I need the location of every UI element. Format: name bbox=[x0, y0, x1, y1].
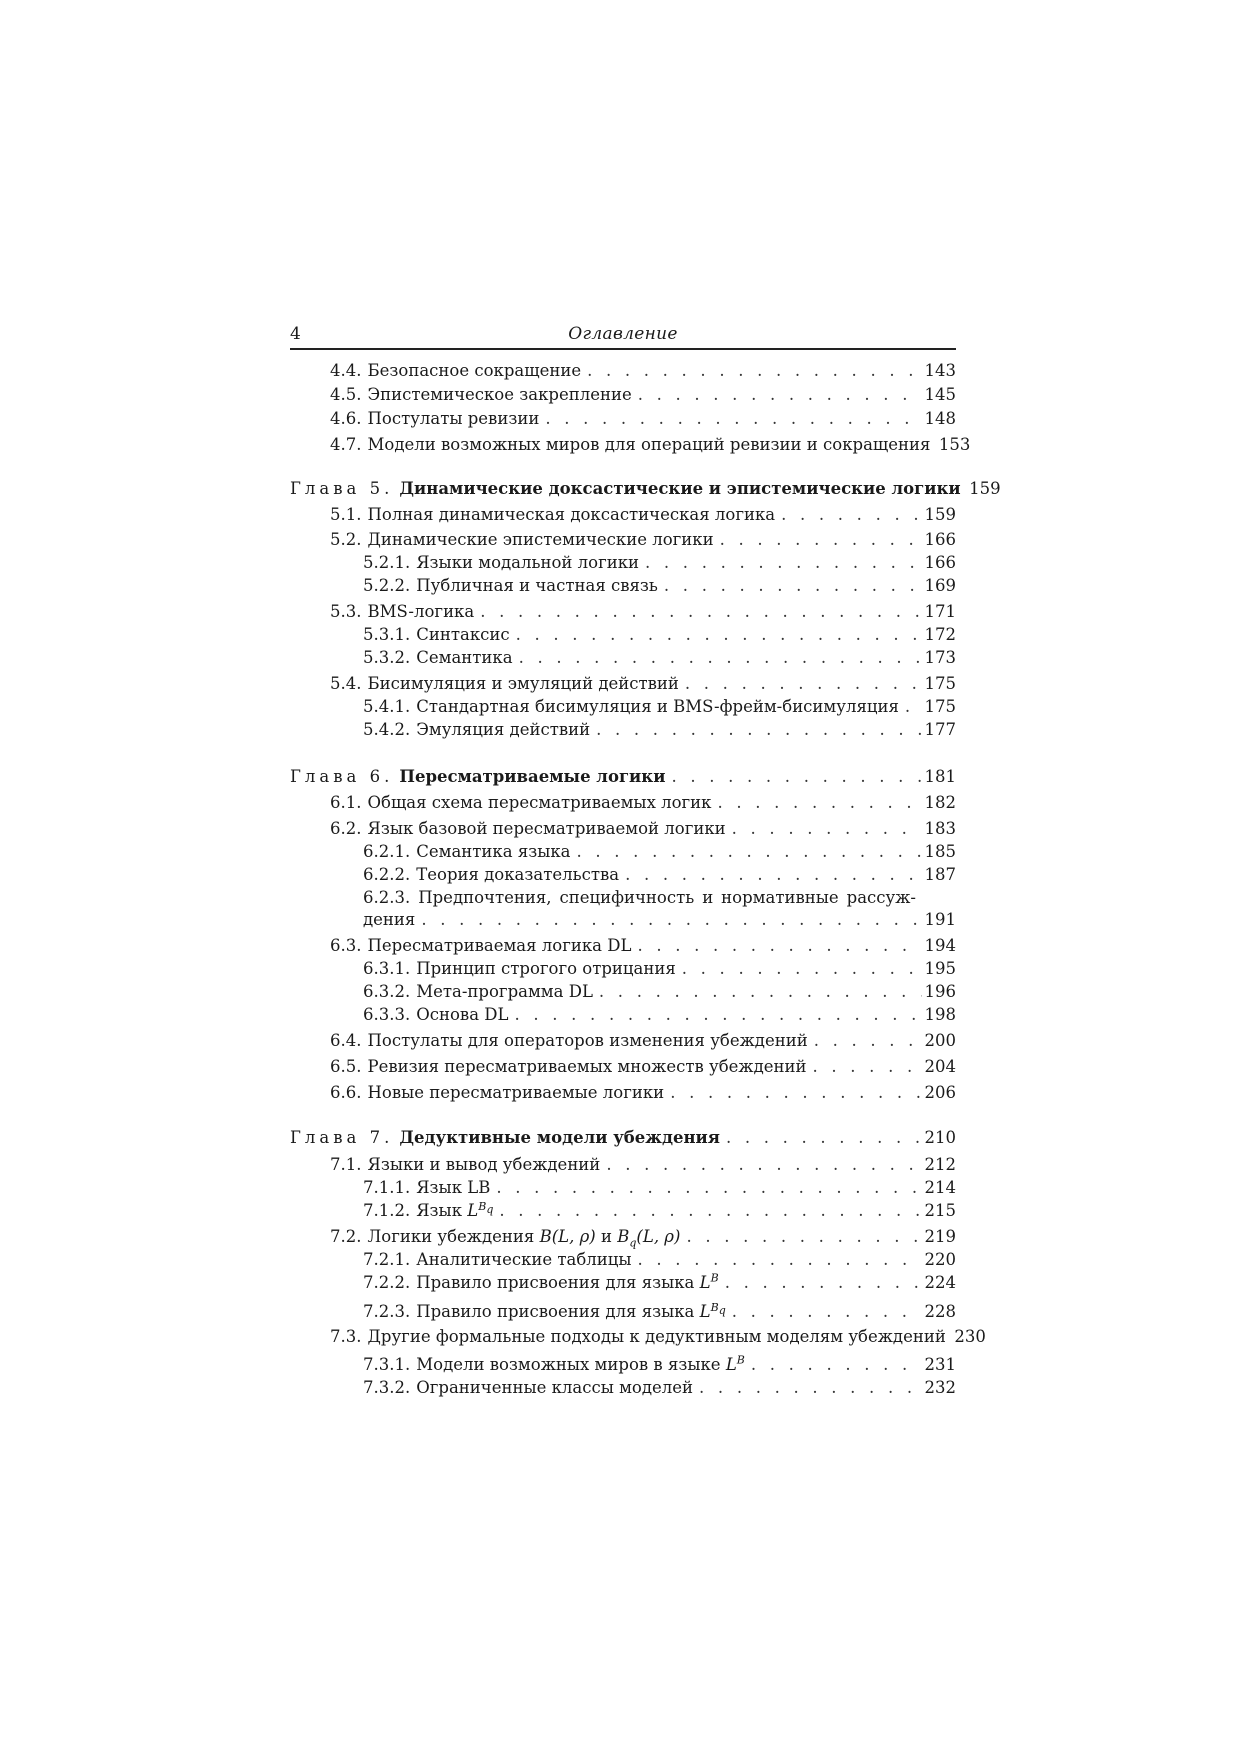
toc-page: 224 bbox=[924, 1273, 956, 1292]
leader-dots bbox=[671, 766, 922, 788]
toc-chapter-7[interactable]: Глава 7. Дедуктивные модели убеждения . . . 210 bbox=[290, 1127, 956, 1149]
toc-page: 196 bbox=[924, 982, 956, 1001]
leader-dots bbox=[606, 1154, 922, 1176]
toc-entry-7-2-1[interactable]: 7.2.1. Аналитические таблицы . . . 220 bbox=[290, 1249, 956, 1271]
toc-page: 175 bbox=[924, 697, 956, 716]
leader-dots bbox=[596, 719, 922, 741]
toc-entry-6-3-2[interactable]: 6.3.2. Мета-программа DL . . . 196 bbox=[290, 981, 956, 1003]
leader-dots bbox=[638, 384, 922, 406]
toc-entry-5-2-1[interactable]: 5.2.1. Языки модальной логики . . . 166 bbox=[290, 552, 956, 574]
toc-page: 185 bbox=[924, 842, 956, 861]
toc-entry-6-4[interactable]: 6.4. Постулаты для операторов изменения убеждений . . . 200 bbox=[290, 1030, 956, 1052]
toc-entry-6-1[interactable]: 6.1. Общая схема пересматриваемых логик . . . 182 bbox=[290, 792, 956, 814]
toc-page: 187 bbox=[924, 865, 956, 884]
toc-entry-4-4[interactable]: 4.4. Безопасное сокращение . . . 143 bbox=[290, 360, 956, 382]
leader-dots bbox=[587, 360, 922, 382]
toc-entry-7-1[interactable]: 7.1. Языки и вывод убеждений . . . 212 bbox=[290, 1154, 956, 1176]
toc-entry-7-3[interactable]: 7.3. Другие формальные подходы к дедуктивным моделям убеждений 230 bbox=[330, 1327, 986, 1346]
toc-page: 212 bbox=[924, 1155, 956, 1174]
leader-dots bbox=[905, 696, 922, 718]
leader-dots bbox=[499, 1200, 922, 1222]
toc-entry-5-2[interactable]: 5.2. Динамические эпистемические логики . . . 166 bbox=[290, 529, 956, 551]
toc-entry-7-3-1[interactable]: 7.3.1. Модели возможных миров в языке $L^B$ . . . 231 bbox=[290, 1354, 956, 1376]
toc-page: 173 bbox=[924, 648, 956, 667]
leader-dots bbox=[664, 575, 922, 597]
leader-dots bbox=[725, 1272, 922, 1294]
toc-page: 195 bbox=[924, 959, 956, 978]
leader-dots bbox=[718, 792, 923, 814]
toc-entry-6-2-3[interactable]: дения . . . 191 bbox=[290, 909, 956, 931]
leader-dots bbox=[685, 673, 922, 695]
toc-page: 232 bbox=[924, 1378, 956, 1397]
leader-dots bbox=[421, 909, 922, 931]
page-number: 4 bbox=[290, 324, 301, 344]
running-title: Оглавление bbox=[568, 324, 678, 344]
toc-page: 200 bbox=[924, 1031, 956, 1050]
leader-dots bbox=[781, 504, 922, 526]
leader-dots bbox=[637, 935, 922, 957]
toc-page: 159 bbox=[969, 479, 1001, 498]
toc-page: 228 bbox=[924, 1302, 956, 1321]
toc-entry-5-1[interactable]: 5.1. Полная динамическая доксастическая логика . . . 159 bbox=[290, 504, 956, 526]
toc-page: 230 bbox=[954, 1327, 986, 1346]
toc-entry-4-7[interactable]: 4.7. Модели возможных миров для операций ревизии и сокращения 153 bbox=[330, 435, 971, 454]
toc-page: 210 bbox=[924, 1128, 956, 1147]
leader-dots bbox=[682, 958, 922, 980]
toc-page: 206 bbox=[924, 1083, 956, 1102]
toc-entry-5-4[interactable]: 5.4. Бисимуляция и эмуляций действий . . . 175 bbox=[290, 673, 956, 695]
toc-page: 182 bbox=[924, 793, 956, 812]
toc-page: 220 bbox=[924, 1250, 956, 1269]
leader-dots bbox=[732, 1301, 922, 1323]
toc-page: 194 bbox=[924, 936, 956, 955]
leader-dots bbox=[496, 1177, 922, 1199]
toc-page: 177 bbox=[924, 720, 956, 739]
toc-page: 166 bbox=[924, 553, 956, 572]
toc-chapter-6[interactable]: Глава 6. Пересматриваемые логики . . . 181 bbox=[290, 766, 956, 788]
leader-dots bbox=[515, 1004, 923, 1026]
leader-dots bbox=[516, 624, 922, 646]
toc-entry-5-4-1[interactable]: 5.4.1. Стандартная бисимуляция и BMS-фрейм-бисимуляция . . . 175 bbox=[290, 696, 956, 718]
toc-entry-6-2-2[interactable]: 6.2.2. Теория доказательства . . . 187 bbox=[290, 864, 956, 886]
toc-page: 183 bbox=[924, 819, 956, 838]
toc-page: 153 bbox=[938, 435, 971, 454]
toc-page: 231 bbox=[924, 1355, 956, 1374]
toc-entry-7-3-2[interactable]: 7.3.2. Ограниченные классы моделей . . . 232 bbox=[290, 1377, 956, 1399]
toc-entry-6-3-1[interactable]: 6.3.1. Принцип строгого отрицания . . . 195 bbox=[290, 958, 956, 980]
toc-page: 172 bbox=[924, 625, 956, 644]
leader-dots bbox=[699, 1377, 922, 1399]
leader-dots bbox=[726, 1127, 922, 1149]
leader-dots bbox=[645, 552, 922, 574]
toc-entry-5-3[interactable]: 5.3. BMS-логика . . . 171 bbox=[290, 601, 956, 623]
toc-page: 181 bbox=[924, 767, 956, 786]
toc-page: 166 bbox=[924, 530, 956, 549]
leader-dots bbox=[732, 818, 922, 840]
toc-entry-5-3-1[interactable]: 5.3.1. Синтаксис . . . 172 bbox=[290, 624, 956, 646]
toc-entry-6-5[interactable]: 6.5. Ревизия пересматриваемых множеств убеждений . . . 204 bbox=[290, 1056, 956, 1078]
toc-page: 214 bbox=[924, 1178, 956, 1197]
toc-page: 215 bbox=[924, 1201, 956, 1220]
toc-page: 143 bbox=[924, 361, 956, 380]
toc-page: 191 bbox=[924, 910, 956, 929]
leader-dots bbox=[813, 1056, 922, 1078]
leader-dots bbox=[480, 601, 922, 623]
toc-entry-6-2[interactable]: 6.2. Язык базовой пересматриваемой логики . . . 183 bbox=[290, 818, 956, 840]
leader-dots bbox=[545, 408, 922, 430]
toc-page: 219 bbox=[924, 1227, 956, 1246]
toc-entry-7-2-2[interactable]: 7.2.2. Правило присвоения для языка $L^B$ . . . 224 bbox=[290, 1272, 956, 1294]
page bbox=[290, 322, 1001, 1397]
toc-entry-4-5[interactable]: 4.5. Эпистемическое закрепление . . . 145 bbox=[290, 384, 956, 406]
toc-entry-7-2[interactable]: 7.2. Логики убеждения B(L, ρ) и $B_q(L$, ρ) . . . 219 bbox=[290, 1226, 956, 1248]
toc-chapter-5[interactable]: Глава 5. Динамические доксастические и эпистемические логики 159 bbox=[290, 479, 1001, 498]
leader-dots bbox=[638, 1249, 922, 1271]
toc-entry-6-2-1[interactable]: 6.2.1. Семантика языка . . . 185 bbox=[290, 841, 956, 863]
toc-entry-6-3[interactable]: 6.3. Пересматриваемая логика DL . . . 194 bbox=[290, 935, 956, 957]
toc-entry-7-2-3[interactable]: 7.2.3. Правило присвоения для языка $L^{B_q}$ . . . 228 bbox=[290, 1301, 956, 1323]
toc-page: 148 bbox=[924, 409, 956, 428]
leader-dots bbox=[577, 841, 922, 863]
toc-page: 145 bbox=[924, 385, 956, 404]
toc-entry-5-4-2[interactable]: 5.4.2. Эмуляция действий . . . 177 bbox=[290, 719, 956, 741]
leader-dots bbox=[670, 1082, 922, 1104]
toc-page: 159 bbox=[924, 505, 956, 524]
toc-entry-6-3-3[interactable]: 6.3.3. Основа DL . . . 198 bbox=[290, 1004, 956, 1026]
toc-entry-6-2-3-first-line[interactable]: 6.2.3. Предпочтения, специфичность и нормативные рассуж- bbox=[363, 888, 916, 907]
leader-dots bbox=[519, 647, 922, 669]
leader-dots bbox=[814, 1030, 922, 1052]
leader-dots bbox=[625, 864, 922, 886]
toc-page: 169 bbox=[924, 576, 956, 595]
toc-entry-4-6[interactable]: 4.6. Постулаты ревизии . . . 148 bbox=[290, 408, 956, 430]
toc-entry-5-2-2[interactable]: 5.2.2. Публичная и частная связь . . . 169 bbox=[290, 575, 956, 597]
toc-entry-5-3-2[interactable]: 5.3.2. Семантика . . . 173 bbox=[290, 647, 956, 669]
leader-dots bbox=[599, 981, 922, 1003]
toc-entry-6-6[interactable]: 6.6. Новые пересматриваемые логики . . . 206 bbox=[290, 1082, 956, 1104]
leader-dots bbox=[686, 1226, 922, 1248]
toc-page: 175 bbox=[924, 674, 956, 693]
toc-page: 204 bbox=[924, 1057, 956, 1076]
leader-dots bbox=[720, 529, 922, 551]
toc-entry-7-1-1[interactable]: 7.1.1. Язык LB . . . 214 bbox=[290, 1177, 956, 1199]
page-header bbox=[290, 322, 956, 350]
leader-dots bbox=[751, 1354, 922, 1376]
toc-page: 198 bbox=[924, 1005, 956, 1024]
toc-page: 171 bbox=[924, 602, 956, 621]
toc-entry-7-1-2[interactable]: 7.1.2. Язык $L^{B_q}$ . . . 215 bbox=[290, 1200, 956, 1222]
